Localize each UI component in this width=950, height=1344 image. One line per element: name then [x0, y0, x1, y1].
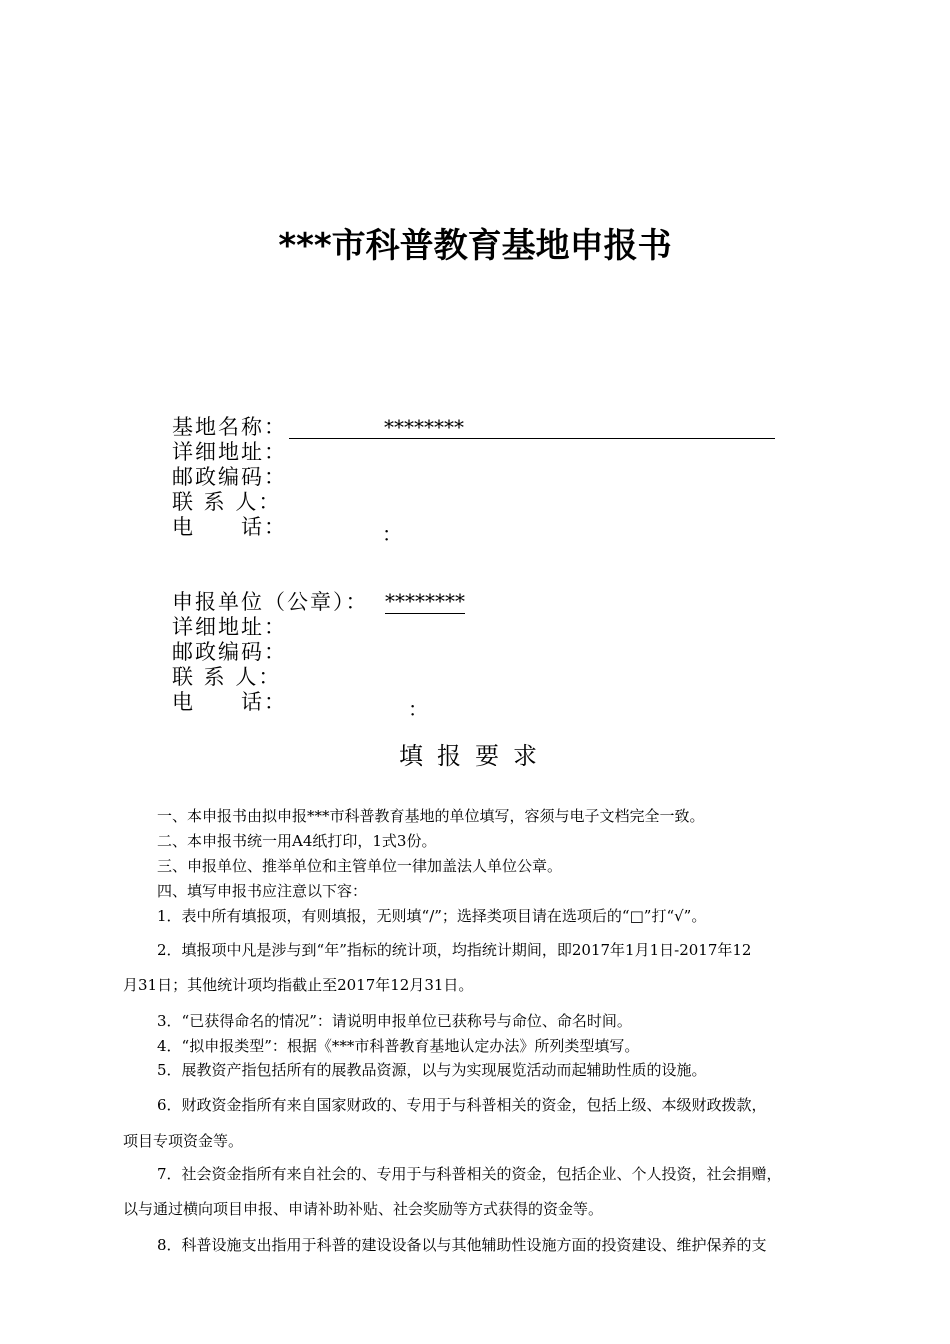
base-postcode-label: 邮政编码： — [172, 465, 287, 489]
base-phone-label: 电 话： — [172, 515, 287, 539]
requirement-line: 一、本申报书由拟申报***市科普教育基地的单位填写，容须与电子文档完全一致。 — [157, 807, 705, 825]
base-name-label: 基地名称： — [172, 415, 287, 439]
base-address-label: 详细地址： — [172, 440, 287, 464]
applicant-contact-label: 联 系 人： — [172, 665, 282, 689]
requirement-line: 四、填写申报书应注意以下容： — [157, 882, 368, 900]
requirement-line: 2．填报项中凡是涉与到“年”指标的统计项，均指统计期间，即2017年1月1日-2017年12 — [157, 941, 752, 959]
applicant-unit-label: 申报单位（公章）： — [172, 590, 369, 614]
applicant-phone-colon: ： — [408, 697, 428, 721]
requirement-line: 3．“已获得命名的情况”：请说明申报单位已获称号与命位、命名时间。 — [157, 1012, 632, 1030]
requirement-line: 项目专项资金等。 — [123, 1132, 244, 1150]
requirement-line: 6．财政资金指所有来自国家财政的、专用于与科普相关的资金，包括上级、本级财政拨款， — [157, 1096, 767, 1114]
requirement-line: 二、本申报书统一用A4纸打印，1式3份。 — [157, 832, 437, 850]
requirement-line: 以与通过横向项目申报、申请补助补贴、社会奖励等方式获得的资金等。 — [123, 1200, 604, 1218]
base-name-value: ******** — [384, 415, 464, 439]
applicant-unit-value[interactable]: ******** — [385, 589, 465, 613]
base-contact-label: 联 系 人： — [172, 490, 282, 514]
applicant-address-label: 详细地址： — [172, 615, 287, 639]
base-name-underline[interactable] — [289, 414, 775, 439]
requirement-line: 5．展教资产指包括所有的展教品资源，以与为实现展览活动而起辅助性质的设施。 — [157, 1061, 707, 1079]
requirement-line: 4．“拟申报类型”：根据《***市科普教育基地认定办法》所列类型填写。 — [157, 1037, 640, 1055]
applicant-phone-label: 电 话： — [172, 690, 287, 714]
requirement-line: 7．社会资金指所有来自社会的、专用于与科普相关的资金，包括企业、个人投资，社会捐赠， — [157, 1165, 782, 1183]
requirement-line: 1．表中所有填报项，有则填报，无则填“/”；选择类项目请在选项后的“□”打“√”。 — [157, 907, 707, 925]
requirements-heading: 填报要求 — [399, 742, 551, 770]
applicant-postcode-label: 邮政编码： — [172, 640, 287, 664]
requirement-line: 月31日；其他统计项均指截止至2017年12月31日。 — [123, 976, 474, 994]
base-phone-colon: ： — [382, 522, 402, 546]
page-title: ***市科普教育基地申报书 — [278, 226, 672, 266]
requirement-line: 8．科普设施支出指用于科普的建设设备以与其他辅助性设施方面的投资建设、维护保养的支 — [157, 1236, 767, 1254]
requirement-line: 三、申报单位、推举单位和主管单位一律加盖法人单位公章。 — [157, 857, 563, 875]
